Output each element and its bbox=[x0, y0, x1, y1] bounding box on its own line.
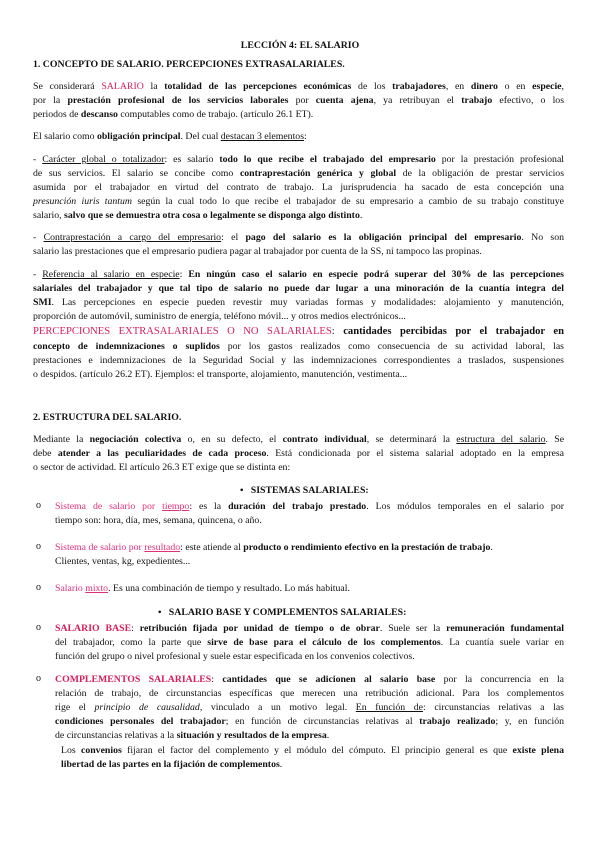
s2-paragraph-1-line-2: debe atender a las peculiaridades de cada proceso. Está condicionada por el sistema salarial adoptado en la empresa bbox=[33, 448, 564, 459]
bullet-dot-icon: • bbox=[240, 485, 244, 496]
convenios-line-1: Los convenios fijaran el factor del complemento y el módulo del cómputo. El principio general es que existe plena bbox=[61, 745, 565, 756]
element-1-line-1: - Carácter global o totalizador: es salario todo lo que recibe el trabajado del empresario por la prestación profesional bbox=[33, 154, 565, 165]
s1-paragraph-2: El salario como obligación principal. Del cual destacan 3 elementos: bbox=[33, 131, 307, 142]
complementos-line-5: de circunstancias relativas a la situación y resultados de la empresa. bbox=[55, 730, 330, 741]
element-3-line-2: salariales del trabajador y que tal tipo de salario no puede dar lugar a una minoración de la cuantía integra del bbox=[33, 283, 564, 294]
section-2-heading: 2. ESTRUCTURA DEL SALARIO. bbox=[33, 412, 182, 423]
element-1-line-3: asumida por el trabajador en virtud del contrato de trabajo. La jurisprudencia ha sacado de esta concepción una bbox=[33, 182, 564, 193]
s2-paragraph-1-line-3: o sector de actividad. El artículo 26.3 ET exige que se distinta en: bbox=[33, 462, 291, 473]
circle-bullet-icon: o bbox=[36, 622, 41, 633]
s1-paragraph-1-line-3: periodos de descanso computables como de trabajo. (artículo 26.1 ET). bbox=[33, 109, 314, 120]
s2-paragraph-1-line-1: Mediante la negociación colectiva o, en su defecto, el contrato individual, se determinará la estructura del salario. Se bbox=[33, 434, 565, 445]
extrasalarial-line-4: o despidos. (artículo 26.2 ET). Ejemplos: el transporte, alojamiento, manutención, vestimenta... bbox=[33, 369, 408, 380]
section-1-heading: 1. CONCEPTO DE SALARIO. PERCEPCIONES EXTRASALARIALES. bbox=[33, 59, 345, 70]
subheading-sistemas: • SISTEMAS SALARIALES: bbox=[240, 485, 369, 496]
salario-base-line-1: SALARIO BASE: retribución fijada por unidad de tiempo o de obrar. Suele ser la remuneración fundamental bbox=[55, 623, 564, 634]
complementos-line-1: COMPLEMENTOS SALARIALES: cantidades que se adicionen al salario base por la concurrencia en la bbox=[55, 674, 565, 685]
complementos-line-2: relación de trabajo, de circunstancias específicas que merecen una retribución adicional. Para los complementos bbox=[55, 688, 564, 699]
element-2-line-2: salario las prestaciones que el empresario pudiera pagar al trabajador por cuenta de la SS, ni tampoco las propinas. bbox=[33, 246, 482, 257]
complementos-line-3: rige el principio de causalidad, vinculado a un motivo legal. En función de: circunstancias relativas a las bbox=[55, 702, 564, 713]
system-time-line-1: Sistema de salario por tiempo: es la duración del trabajo prestado. Los módulos temporales en el salario por bbox=[55, 501, 564, 512]
lesson-title: LECCIÓN 4: EL SALARIO bbox=[240, 40, 360, 51]
circle-bullet-icon: o bbox=[36, 500, 41, 511]
element-3-line-4: proporción de automóvil, suministro de energía, teléfono móvil... y otros medios electrónicos... bbox=[33, 311, 406, 322]
extrasalarial-line-2: concepto de indemnizaciones o suplidos por los gastos realizados como consecuencia de su actividad laboral, las bbox=[33, 341, 564, 352]
extrasalarial-line-3: prestaciones e indemnizaciones de la Seguridad Social y las indemnizaciones correspondientes a traslados, suspensiones bbox=[33, 355, 564, 366]
extrasalarial-line-1: PERCEPCIONES EXTRASALARIALES O NO SALARIALES: cantidades percibidas por el trabajador en bbox=[33, 326, 564, 337]
element-1-line-2: de sus servicios. El salario se concibe como contraprestación genérica y global de la obligación de prestar servicios bbox=[33, 168, 565, 179]
salario-base-line-2: del trabajador, como la parte que sirve de base para el cálculo de los complementos. La cuantía suele variar en bbox=[55, 637, 564, 648]
s1-paragraph-1-line-2: por la prestación profesional de los servicios laborales por cuenta ajena, ya retribuyan el trabajo efectivo, o los bbox=[33, 95, 565, 106]
convenios-line-2: libertad de las partes en la fijación de complementos. bbox=[61, 759, 283, 770]
element-2-line-1: - Contraprestación a cargo del empresario: el pago del salario es la obligación principal del empresario. No son bbox=[33, 232, 564, 243]
system-mixed: Salario mixto. Es una combinación de tiempo y resultado. Lo más habitual. bbox=[55, 583, 350, 594]
element-3-line-3: SMI. Las percepciones en especie pueden revestir muy variadas formas y modalidades: alojamiento y manutención, bbox=[33, 297, 564, 308]
system-time-line-2: tiempo son: hora, día, mes, semana, quincena, o año. bbox=[55, 515, 262, 526]
element-3-line-1: - Referencia al salario en especie: En ningún caso el salario en especie podrá superar del 30% de las percepciones bbox=[33, 269, 564, 280]
s1-paragraph-1-line-1: Se considerará SALARIO la totalidad de las percepciones económicas de los trabajadores, en dinero o en especie, bbox=[33, 81, 564, 92]
circle-bullet-icon: o bbox=[36, 541, 41, 552]
subheading-base-complementos: • SALARIO BASE Y COMPLEMENTOS SALARIALES: bbox=[158, 607, 407, 618]
system-result-line-2: Clientes, ventas, kg, expedientes... bbox=[55, 556, 191, 567]
element-1-line-5: salario, salvo que se demuestra otra cosa o legalmente se disponga algo distinto. bbox=[33, 210, 363, 221]
bullet-dot-icon: • bbox=[158, 607, 162, 618]
complementos-line-4: condiciones personales del trabajador; en función de circunstancias relativas al trabajo realizado; y, en función bbox=[55, 716, 564, 727]
element-1-line-4: presunción iuris tantum según la cual todo lo que recibe el trabajador de su empresario a cambio de su trabajo constituye bbox=[33, 196, 564, 207]
system-result-line-1: Sistema de salario por resultado: este atiende al producto o rendimiento efectivo en la prestación de trabajo. bbox=[55, 542, 493, 553]
circle-bullet-icon: o bbox=[36, 673, 41, 684]
circle-bullet-icon: o bbox=[36, 582, 41, 593]
salario-base-line-3: función del grupo o nivel profesional y suele estar especificada en los convenios colectivos. bbox=[55, 651, 415, 662]
